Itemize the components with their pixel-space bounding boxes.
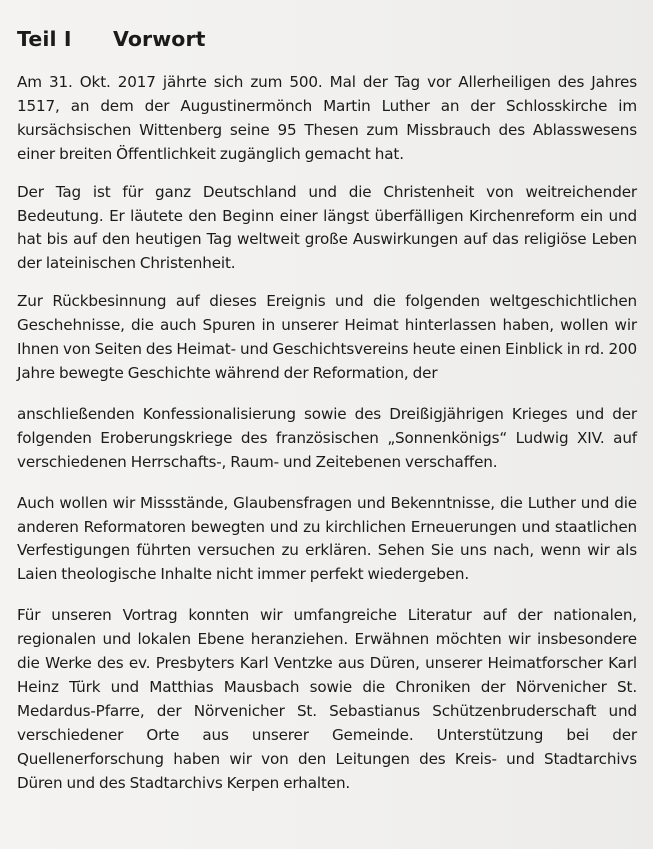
section-title: Vorwort bbox=[113, 27, 206, 51]
paragraph-sources: Für unseren Vortrag konnten wir umfangreiche Literatur auf der nationalen, regionalen und lokalen Ebene heranziehen. Erwähnen möchten wir insbesondere die Werke des ev. Presbyters Karl Ventzke aus Düren, unserer Heimatforscher Karl Heinz Türk und Matthias Mausbach sowie die Chroniken der Nörvenicher St. Medardus-Pfarre, der Nörvenicher St. Sebastianus Schützenbruderschaft und verschiedener Orte aus unserer Gemeinde. Unterstützung bei der Quellenerforschung haben wir von den Leitungen des Kreis- und Stadtarchivs Düren und des Stadtarchivs Kerpen erhalten. bbox=[17, 606, 637, 792]
paragraph-grievances: Auch wollen wir Missstände, Glaubensfragen und Bekenntnisse, die Luther und die anderen Reformatoren bewegten und zu kirchlichen Erneuerungen und staatlichen Verfestigungen führten versuchen zu erklären. Sehen Sie uns nach, wenn wir als Laien theologische Inhalte nicht immer perfekt wiedergeben. bbox=[17, 493, 637, 584]
section-number: Teil I bbox=[17, 27, 72, 51]
body-text bbox=[17, 71, 637, 795]
paragraph-anniversary: Am 31. Okt. 2017 jährte sich zum 500. Mal der Tag vor Allerheiligen des Jahres 1517, an dem der Augustinermönch Martin Luther an der Schlosskirche im kursächsischen Wittenberg seine 95 Thesen zum Missbrauch des Ablasswesens einer breiten Öffentlichkeit zugänglich gemacht hat. bbox=[17, 73, 637, 163]
paragraph-significance: Der Tag ist für ganz Deutschland und die Christenheit von weitreichender Bedeutung. Er läutete den Beginn einer längst überfälligen Kirchenreform ein und hat bis auf den heutigen Tag weltweit große Auswirkungen auf das religiöse Leben der lateinischen Christenheit. bbox=[17, 182, 637, 273]
section-heading bbox=[17, 27, 206, 51]
paragraph-retrospection: Zur Rückbesinnung auf dieses Ereignis und die folgenden weltgeschichtlichen Geschehnisse, die auch Spuren in unserer Heimat hinterlassen haben, wollen wir Ihnen von Seiten des Heimat- und Geschichtsvereins heute einen Einblick in rd. 200 Jahre bewegte Geschichte während der Reformation, der bbox=[17, 292, 637, 382]
paragraph-confessionalization: anschließenden Konfessionalisierung sowie des Dreißigjährigen Krieges und der folgenden Eroberungskriege des französischen „Sonnenkönigs“ Ludwig XIV. auf verschiedenen Herrschafts-, Raum- und Zeitebenen verschaffen. bbox=[17, 404, 637, 471]
